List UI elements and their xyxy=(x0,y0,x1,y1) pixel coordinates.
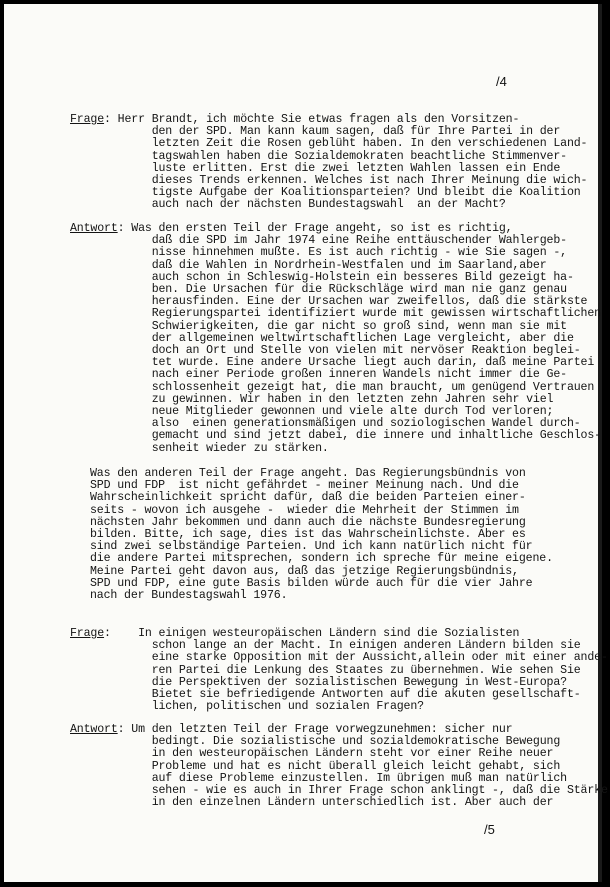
answer-1-continued-text: Was den anderen Teil der Frage angeht. Das Regierungsbündnis von SPD und FDP ist nicht gefährdet - meiner Meinung nach. Und die Wahrscheinlichkeit spricht dafür, daß die beiden Parteien einer- seits - wovon ich ausgehe - wieder die Mehrheit der Stimmen im nächsten Jahr bekommen und dann auch die nächste Bundesregierung bilden. Bitte, ich sage, dies ist das Wahrscheinlichste. Aber es sind zwei selbständige Parteien. Und ich kann natürlich nicht für die andere Partei mitsprechen, sondern ich spreche für meine eigene. Meine Partei geht davon aus, daß das jetzige Regierungsbündnis, SPD und FDP, eine gute Basis bilden würde auch für die vier Jahre nach der Bundestagswahl 1976. xyxy=(90,467,553,603)
answer-1-continued xyxy=(90,468,553,602)
answer-2-text: : Um den letzten Teil der Frage vorwegzunehmen: sicher nur bedingt. Die sozialistische und sozialdemokratische Bewegung in den westeuropäischen Ländern steht vor einer Reihe neuer Probleme und hat es nicht überall gleich leicht gehabt, sich auf diese Probleme einzustellen. Im übrigen muß man natürlich sehen - wie es auch in Ihrer Frage schon anklingt -, daß die Stärke in den einzelnen Ländern unterschiedlich ist. Aber auch der xyxy=(117,723,608,810)
question-1-label: Frage xyxy=(70,113,105,126)
answer-2 xyxy=(70,724,608,809)
document-page xyxy=(4,4,608,882)
question-2 xyxy=(70,628,608,713)
page-number-bottom: /5 xyxy=(484,822,495,837)
page-number-top: /4 xyxy=(496,74,507,89)
question-2-text: : In einigen westeuropäischen Ländern sind die Sozialisten schon lange an der Macht. In einigen anderen Ländern bilden sie eine starke Opposition mit der Aussicht,allein oder mit einer ande- ren Partei die Lenkung des Staates zu übernehmen. Wie sehen Sie die Perspektiven der sozialistischen Bewegung in West-Europa? Bietet sie befriedigende Antworten auf die akuten gesellschaft- lichen, politischen und sozialen Fragen? xyxy=(104,627,608,714)
answer-2-label: Antwort xyxy=(70,723,118,736)
question-2-label: Frage xyxy=(70,627,105,640)
answer-1 xyxy=(70,223,601,455)
question-1 xyxy=(70,114,587,212)
answer-1-label: Antwort xyxy=(70,222,118,235)
answer-1-text: : Was den ersten Teil der Frage angeht, so ist es richtig, daß die SPD im Jahr 1974 eine Reihe enttäuschender Wahlergeb- nisse hinnehmen mußte. Es ist auch richtig - wie Sie sagen -, daß die Wahlen in Nordrhein-Westfalen und im Saarland,aber auch schon in Schleswig-Holstein ein besseres Bild gezeigt ha- ben. Die Ursachen für die Rückschläge wird man nie ganz genau herausfinden. Eine der Ursachen war zweifellos, daß die stärkste Regierungspartei identifiziert wurde mit gewissen wirtschaftlichen Schwierigkeiten, die gar nicht so groß sind, wenn man sie mit der allgemeinen weltwirtschaftlichen Lage vergleicht, aber die doch an Ort und Stelle von vielen mit nervöser Reaktion beglei- tet wurde. Eine andere Ursache liegt auch darin, daß meine Partei nach einer Periode großen inneren Wandels nicht immer die Ge- schlossenheit gezeigt hat, die man braucht, um genügend Vertrauen zu gewinnen. Wir haben in den letzten zehn Jahren sehr viel neue Mitglieder gewonnen und viele alte durch Tod verloren; also einen generationsmäßigen und soziologischen Wandel durch- gemacht und sind jetzt dabei, die innere und inhaltliche Geschlos- senheit wieder zu stärken. xyxy=(117,222,601,455)
question-1-text: : Herr Brandt, ich möchte Sie etwas fragen als den Vorsitzen- den der SPD. Man kann kaum sagen, daß für Ihre Partei in der letzten Zeit die Rosen geblüht haben. In den verschiedenen Land- tagswahlen haben die Sozialdemokraten beachtliche Stimmenver- luste erlitten. Erst die zwei letzten Wahlen lassen ein Ende dieses Trends erkennen. Welches ist nach Ihrer Meinung die wich- tigste Aufgabe der Koalitionsparteien? Und bleibt die Koalition auch nach der nächsten Bundestagswahl an der Macht? xyxy=(104,113,588,212)
